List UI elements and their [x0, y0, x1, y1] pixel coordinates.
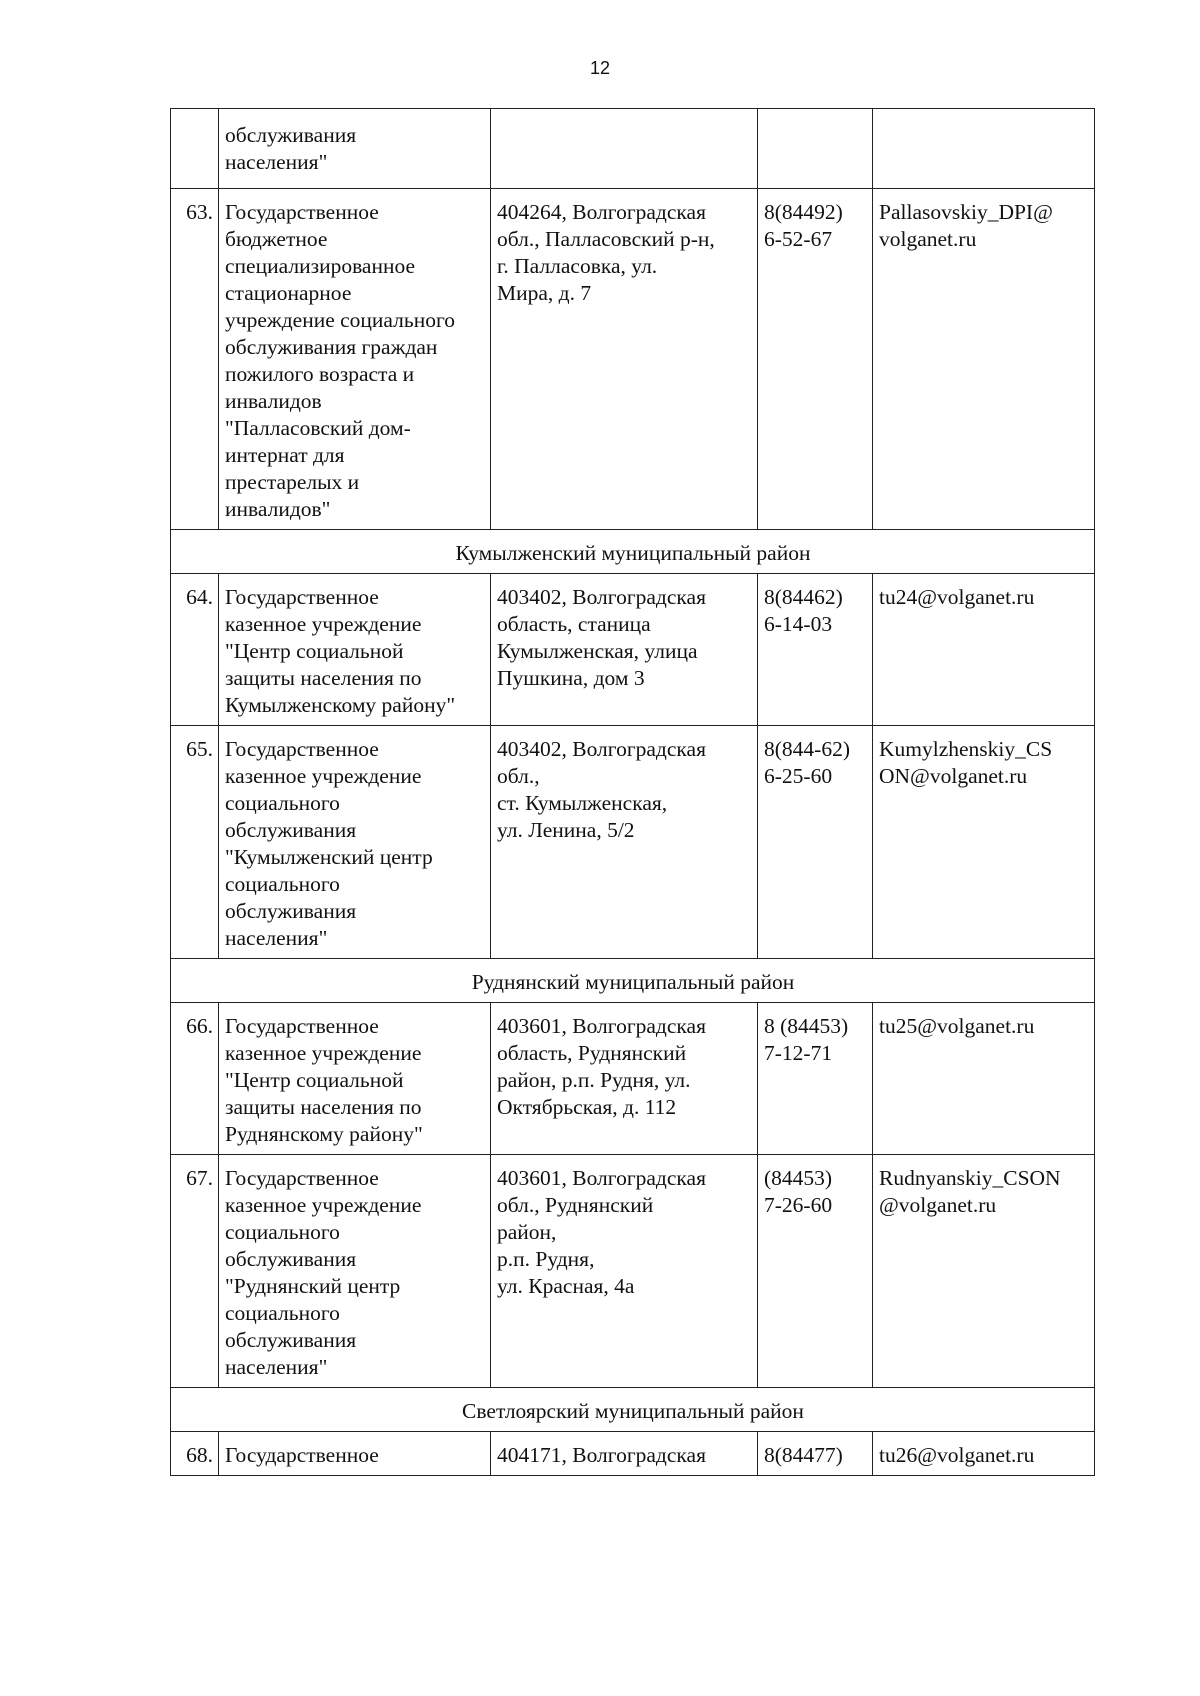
institution-name: Государственное казенное учреждение "Центр социальной защиты населения по Кумылженскому району": [219, 574, 491, 726]
district-heading: Светлоярский муниципальный район: [171, 1388, 1095, 1432]
row-number: 66.: [171, 1003, 219, 1155]
institution-address: 404264, Волгоградская обл., Палласовский р-н, г. Палласовка, ул. Мира, д. 7: [491, 189, 758, 530]
table-row: [171, 1155, 1095, 1388]
institution-address: [491, 109, 758, 189]
table-row: [171, 1003, 1095, 1155]
row-number: 68.: [171, 1432, 219, 1476]
row-number: 67.: [171, 1155, 219, 1388]
institution-address: 403601, Волгоградская область, Руднянский район, р.п. Рудня, ул. Октябрьская, д. 112: [491, 1003, 758, 1155]
institution-address: 403402, Волгоградская обл., ст. Кумылженская, ул. Ленина, 5/2: [491, 726, 758, 959]
institution-phone: 8(84462) 6-14-03: [758, 574, 873, 726]
institution-address: 403402, Волгоградская область, станица Кумылженская, улица Пушкина, дом 3: [491, 574, 758, 726]
institution-name: Государственное бюджетное специализированное стационарное учреждение социального обслуживания граждан пожилого возраста и инвалидов "Палласовский дом- интернат для престарелых и инвалидов": [219, 189, 491, 530]
district-row: [171, 1388, 1095, 1432]
district-row: [171, 530, 1095, 574]
page-number: 12: [589, 58, 611, 78]
institution-name: Государственное казенное учреждение социального обслуживания "Руднянский центр социального обслуживания населения": [219, 1155, 491, 1388]
row-number: [171, 109, 219, 189]
row-number: 64.: [171, 574, 219, 726]
table-row: [171, 189, 1095, 530]
institution-email: Kumylzhenskiy_CS ON@volganet.ru: [873, 726, 1095, 959]
district-row: [171, 959, 1095, 1003]
table-row: [171, 574, 1095, 726]
institution-phone: [758, 109, 873, 189]
institution-address: 404171, Волгоградская: [491, 1432, 758, 1476]
institution-name: Государственное казенное учреждение "Центр социальной защиты населения по Руднянскому району": [219, 1003, 491, 1155]
table-row: [171, 726, 1095, 959]
institution-name: обслуживания населения": [219, 109, 491, 189]
institution-phone: 8(84492) 6-52-67: [758, 189, 873, 530]
institution-name: Государственное казенное учреждение социального обслуживания "Кумылженский центр социального обслуживания населения": [219, 726, 491, 959]
row-number: 65.: [171, 726, 219, 959]
table-row: [171, 109, 1095, 189]
institution-email: [873, 109, 1095, 189]
district-heading: Кумылженский муниципальный район: [171, 530, 1095, 574]
institution-email: tu26@volganet.ru: [873, 1432, 1095, 1476]
row-number: 63.: [171, 189, 219, 530]
institution-name: Государственное: [219, 1432, 491, 1476]
institution-email: tu25@volganet.ru: [873, 1003, 1095, 1155]
institution-email: tu24@volganet.ru: [873, 574, 1095, 726]
institution-phone: 8(84477): [758, 1432, 873, 1476]
table-row: [171, 1432, 1095, 1476]
institutions-table: [170, 108, 1095, 1476]
institution-address: 403601, Волгоградская обл., Руднянский район, р.п. Рудня, ул. Красная, 4а: [491, 1155, 758, 1388]
institution-phone: 8 (84453) 7-12-71: [758, 1003, 873, 1155]
institution-email: Pallasovskiy_DPI@ volganet.ru: [873, 189, 1095, 530]
district-heading: Руднянский муниципальный район: [171, 959, 1095, 1003]
institution-email: Rudnyanskiy_CSON @volganet.ru: [873, 1155, 1095, 1388]
institution-phone: 8(844-62) 6-25-60: [758, 726, 873, 959]
institution-phone: (84453) 7-26-60: [758, 1155, 873, 1388]
